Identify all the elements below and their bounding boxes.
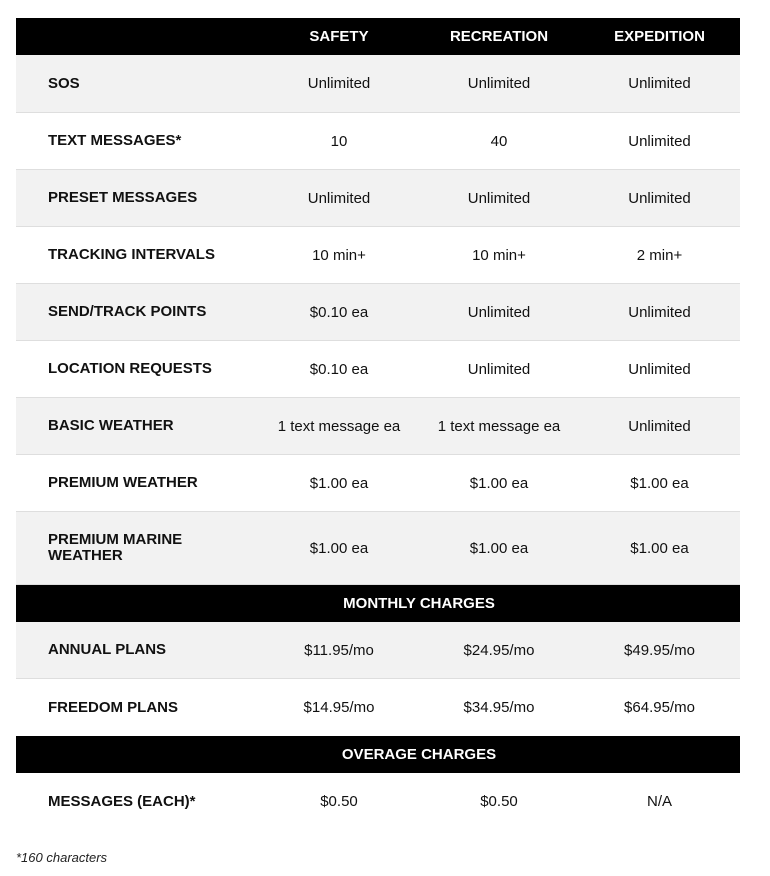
table-row: [16, 170, 740, 227]
expedition-value: $1.00 ea: [630, 474, 689, 492]
monthly-charges-header: [16, 585, 740, 622]
plan-name: FREEDOM PLANS: [48, 698, 179, 716]
recreation-value: 40: [490, 132, 508, 150]
table-row: [16, 113, 740, 170]
recreation-value: Unlimited: [467, 360, 531, 378]
safety-value: $0.10 ea: [309, 303, 369, 321]
recreation-value: Unlimited: [467, 75, 531, 92]
safety-price: $0.50: [320, 793, 358, 810]
safety-price: $14.95/mo: [303, 699, 375, 716]
expedition-value: Unlimited: [628, 189, 691, 207]
feature-name: PRESET MESSAGES: [48, 189, 198, 206]
charge-name: MESSAGES (EACH)*: [48, 792, 196, 810]
safety-value: $0.10 ea: [309, 360, 369, 378]
safety-value: Unlimited: [307, 189, 371, 207]
recreation-value: Unlimited: [467, 189, 531, 207]
safety-value: Unlimited: [307, 75, 371, 92]
feature-name: BASIC WEATHER: [48, 417, 174, 434]
table-row: [16, 679, 740, 736]
safety-value: $1.00 ea: [309, 539, 369, 557]
expedition-value: 2 min+: [636, 246, 683, 264]
feature-name: TRACKING INTERVALS: [48, 246, 215, 263]
safety-value: 1 text message ea: [277, 417, 401, 435]
table-row: [16, 455, 740, 512]
feature-name: TEXT MESSAGES*: [48, 132, 182, 149]
table-row: [16, 398, 740, 455]
table-row: [16, 284, 740, 341]
feature-name: SEND/TRACK POINTS: [48, 303, 207, 320]
recreation-price: $24.95/mo: [463, 641, 535, 659]
expedition-value: Unlimited: [628, 417, 691, 435]
footnote: *160 characters: [16, 850, 108, 865]
recreation-value: $1.00 ea: [469, 474, 529, 492]
expedition-value: $1.00 ea: [630, 539, 689, 557]
feature-name: LOCATION REQUESTS: [48, 360, 212, 377]
expedition-value: Unlimited: [628, 360, 691, 378]
table-header-row: [16, 18, 740, 55]
header-expedition: EXPEDITION: [614, 28, 705, 45]
expedition-value: Unlimited: [628, 303, 691, 321]
expedition-value: Unlimited: [628, 132, 691, 150]
safety-value: 10: [330, 132, 348, 150]
table-row: [16, 512, 740, 585]
header-recreation: RECREATION: [449, 28, 549, 45]
feature-name: PREMIUM MARINE WEATHER: [48, 531, 183, 564]
expedition-value: Unlimited: [628, 75, 691, 92]
recreation-value: $1.00 ea: [469, 539, 529, 557]
plan-comparison-table: [16, 18, 740, 830]
section-title: MONTHLY CHARGES: [343, 595, 495, 612]
feature-name: SOS: [48, 74, 80, 92]
table-row: [16, 55, 740, 113]
table-row: [16, 773, 740, 830]
section-title: OVERAGE CHARGES: [341, 746, 497, 763]
expedition-price: N/A: [646, 793, 672, 810]
recreation-value: 1 text message ea: [437, 417, 561, 435]
recreation-price: $34.95/mo: [463, 699, 535, 716]
table-row: [16, 622, 740, 679]
table-row: [16, 227, 740, 284]
feature-name: PREMIUM WEATHER: [48, 474, 198, 491]
safety-value: $1.00 ea: [309, 474, 369, 492]
recreation-price: $0.50: [480, 793, 518, 810]
recreation-value: 10 min+: [472, 246, 526, 264]
recreation-value: Unlimited: [467, 303, 531, 321]
header-safety: SAFETY: [309, 28, 369, 45]
overage-charges-header: [16, 736, 740, 773]
table-row: [16, 341, 740, 398]
safety-value: 10 min+: [312, 246, 366, 264]
expedition-price: $64.95/mo: [624, 699, 695, 716]
expedition-price: $49.95/mo: [624, 641, 695, 659]
plan-name: ANNUAL PLANS: [48, 641, 167, 658]
safety-price: $11.95/mo: [304, 641, 374, 659]
